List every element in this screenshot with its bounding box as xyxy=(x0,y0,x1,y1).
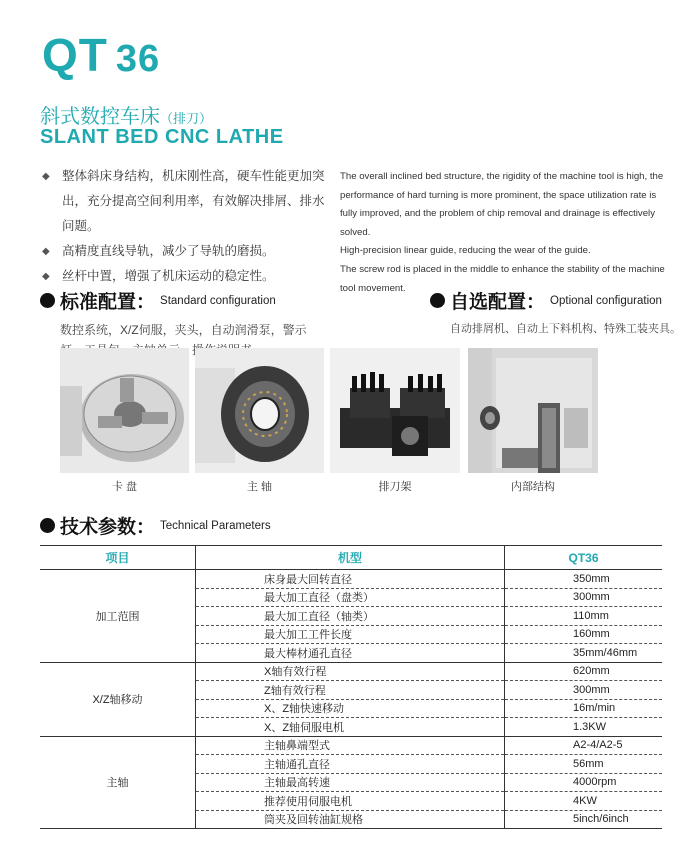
model-prefix: QT xyxy=(42,29,108,81)
spec-value: 620mm xyxy=(505,662,663,681)
spec-value: 4KW xyxy=(505,792,663,811)
photo-caption: 卡 盘 xyxy=(111,481,138,493)
model-number: 36 xyxy=(115,38,161,80)
feature-en-2: High-precision linear guide, reducing the wear of the guide. xyxy=(340,245,591,257)
spec-item: 床身最大回转直径 xyxy=(196,570,505,589)
feature-en-3: The screw rod is placed in the middle to enhance the stability of the machine tool movement. xyxy=(340,263,665,294)
table-row xyxy=(40,736,662,755)
spec-item: 最大加工工件长度 xyxy=(196,625,505,644)
title-cn-main: 斜式数控车床 xyxy=(40,106,160,128)
spec-value: 56mm xyxy=(505,755,663,774)
standard-config-heading: 标准配置 ： Standard configuration xyxy=(40,287,276,314)
spec-value: 35mm/46mm xyxy=(505,644,663,663)
spec-value: 160mm xyxy=(505,625,663,644)
spec-item: 主轴通孔直径 xyxy=(196,755,505,774)
diamond-bullet-icon: ◆ xyxy=(42,271,50,282)
spec-item: 主轴最高转速 xyxy=(196,773,505,792)
photo-caption: 内部结构 xyxy=(511,481,555,493)
feature-item: ◆ 整体斜床身结构，机床刚性高，硬车性能更加突出，充分提高空间利用率，有效解决排屑、排水问题。 xyxy=(40,164,330,239)
standard-config-body: 数控系统，X/Z伺服，夹头，自动润滑泵，警示 ，操 xyxy=(60,323,307,357)
features-en-text xyxy=(340,168,670,298)
spec-value: A2-4/A2-5 xyxy=(505,736,663,755)
feature-item: ◆ 丝杆中置，增强了机床运动的稳定性。 xyxy=(40,264,330,289)
spec-value: 300mm xyxy=(505,588,663,607)
black-dot-icon xyxy=(40,293,55,308)
photo-caption: 主 轴 xyxy=(246,481,273,493)
group-label: X/Z轴移动 xyxy=(40,662,196,736)
chuck-photo xyxy=(60,348,189,473)
features-cn-list xyxy=(40,164,330,289)
title-en: SLANT BED CNC LATHE xyxy=(40,126,284,148)
model-title xyxy=(42,28,160,82)
spindle-photo xyxy=(195,348,324,473)
gang-tool-post-photo xyxy=(330,348,460,473)
spec-item: 最大棒材通孔直径 xyxy=(196,644,505,663)
spec-table xyxy=(40,545,662,829)
spec-item: 最大加工直径（轴类） xyxy=(196,607,505,626)
spec-item: 推荐使用伺服电机 xyxy=(196,792,505,811)
table-header-row xyxy=(40,546,662,570)
col-header-qt36: QT36 xyxy=(505,546,663,570)
feature-en-1: The overall inclined bed structure, the rigidity of the machine tool is high, the performance of hard turning is more prominent, the space utilization rate is fully improved, and the problem of chip removal and drainage is effectively solved. xyxy=(340,171,664,238)
black-dot-icon xyxy=(40,518,55,533)
spec-value: 4000rpm xyxy=(505,773,663,792)
spec-item: X、Z轴快速移动 xyxy=(196,699,505,718)
col-header-item: 项目 xyxy=(40,546,196,570)
spec-value: 300mm xyxy=(505,681,663,700)
title-cn-sub: （排刀） xyxy=(160,111,213,126)
title-cn xyxy=(40,100,212,129)
spec-value: 16m/min xyxy=(505,699,663,718)
spec-item: X、Z轴伺服电机 xyxy=(196,718,505,737)
spec-item: Z轴有效行程 xyxy=(196,681,505,700)
optional-config-heading: 自选配置 ： Optional configuration xyxy=(430,287,662,314)
col-header-model: 机型 xyxy=(196,546,505,570)
table-row xyxy=(40,570,662,589)
spec-item: X轴有效行程 xyxy=(196,662,505,681)
spec-item: 主轴鼻端型式 xyxy=(196,736,505,755)
optional-config-body: 自动排屑机、自动上下料机构、特殊工装夹具。 xyxy=(450,323,681,335)
internal-structure-photo xyxy=(468,348,598,473)
diamond-bullet-icon: ◆ xyxy=(42,246,50,257)
spec-value: 1.3KW xyxy=(505,718,663,737)
spec-value: 350mm xyxy=(505,570,663,589)
spec-item: 筒夹及回转油缸规格 xyxy=(196,810,505,829)
black-dot-icon xyxy=(430,293,445,308)
table-row xyxy=(40,662,662,681)
feature-item: ◆ 高精度直线导轨，减少了导轨的磨损。 xyxy=(40,239,330,264)
diamond-bullet-icon: ◆ xyxy=(42,171,50,182)
spec-value: 110mm xyxy=(505,607,663,626)
spec-item: 最大加工直径（盘类） xyxy=(196,588,505,607)
group-label: 主轴 xyxy=(40,736,196,829)
technical-parameters-heading: 技术参数 ： Technical Parameters xyxy=(40,512,271,539)
group-label: 加工范围 xyxy=(40,570,196,663)
spec-value: 5inch/6inch xyxy=(573,813,629,826)
photo-caption: 排刀架 xyxy=(378,481,412,493)
